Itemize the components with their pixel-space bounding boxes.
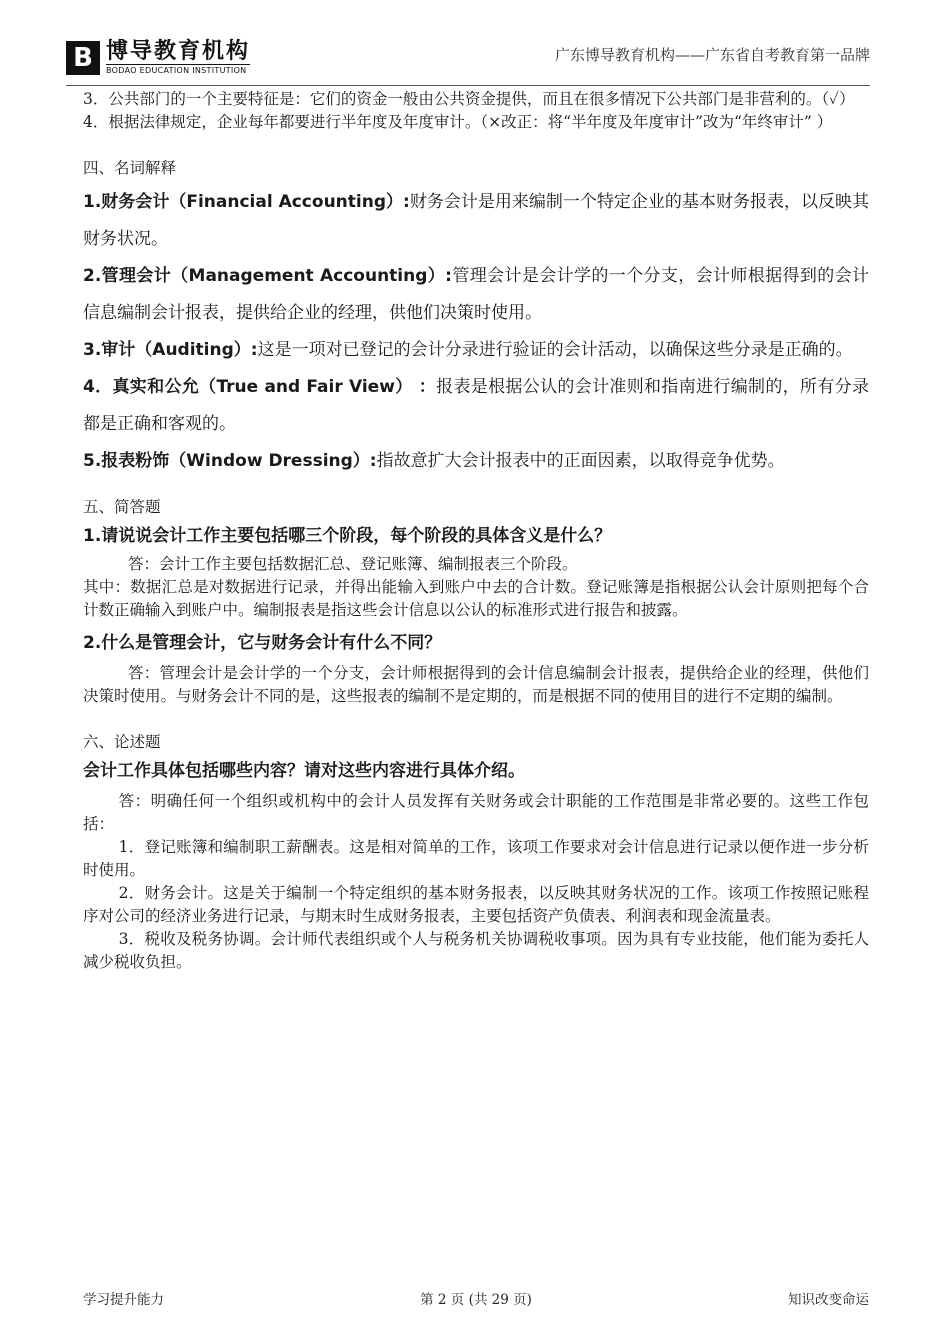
term-text: 报表是根据公认的会计准则和指南进行编制的，所有分录都是正确和客观的。 <box>83 377 869 434</box>
page-content <box>83 88 869 974</box>
term-label: 3.审计（Auditing）: <box>83 340 258 360</box>
essay-intro: 答：明确任何一个组织或机构中的会计人员发挥有关财务或会计职能的工作范围是非常必要的。这些工作包括： <box>83 792 869 833</box>
term-label: 2.管理会计（Management Accounting）: <box>83 266 452 286</box>
section-heading-essay: 六、论述题 <box>83 733 161 751</box>
term-label: 1.财务会计（Financial Accounting）: <box>83 192 410 212</box>
term-text: 财务会计是用来编制一个特定企业的基本财务报表，以反映其财务状况。 <box>83 192 869 249</box>
footer-right: 知识改变命运 <box>788 1292 869 1308</box>
essay-point-1: 1．登记账簿和编制职工薪酬表。这是相对简单的工作，该项工作要求对会计信息进行记录以便作进一步分析时使用。 <box>83 838 869 879</box>
footer-left: 学习提升能力 <box>83 1292 164 1308</box>
essay-point-2: 2．财务会计。这是关于编制一个特定组织的基本财务报表，以反映其财务状况的工作。该项工作按照记账程序对公司的经济业务进行记录，与期末时生成财务报表，主要包括资产负债表、利润表和现金流量表。 <box>83 884 869 925</box>
term-item <box>83 258 869 332</box>
term-text: 管理会计是会计学的一个分支，会计师根据得到的会计信息编制会计报表，提供给企业的经理，供他们决策时使用。 <box>83 266 869 323</box>
header-divider <box>66 85 870 86</box>
logo-name-cn: 博导教育机构 <box>106 39 251 64</box>
term-label: 5.报表粉饰（Window Dressing）: <box>83 451 377 471</box>
term-text: 这是一项对已登记的会计分录进行验证的会计活动，以确保这些分录是正确的。 <box>257 340 853 360</box>
section-heading-short: 五、简答题 <box>83 498 161 516</box>
essay-point-3: 3．税收及税务协调。会计师代表组织或个人与税务机关协调税收事项。因为具有专业技能，他们能为委托人减少税收负担。 <box>83 930 869 971</box>
term-item <box>83 332 869 369</box>
answer-1-line1: 答：会计工作主要包括数据汇总、登记账簿、编制报表三个阶段。 <box>127 555 578 573</box>
question-1: 1.请说说会计工作主要包括哪三个阶段，每个阶段的具体含义是什么？ <box>83 526 612 546</box>
logo-name-en: BODAO EDUCATION INSTITUTION <box>106 64 250 76</box>
term-text: 指故意扩大会计报表中的正面因素，以取得竞争优势。 <box>376 451 785 471</box>
term-item <box>83 443 869 480</box>
page-header <box>66 38 870 86</box>
section-heading-terms: 四、名词解释 <box>83 159 177 177</box>
logo <box>66 40 250 76</box>
term-item <box>83 369 869 443</box>
logo-mark: B <box>66 41 100 75</box>
essay-question: 会计工作具体包括哪些内容？请对这些内容进行具体介绍。 <box>83 761 525 781</box>
page-number: 第 2 页 (共 29 页) <box>420 1292 532 1308</box>
tf-item-4: 4．根据法律规定，企业每年都要进行半年度及年度审计。（×改正：将“半年度及年度审计”改为“年终审计” ） <box>83 113 833 131</box>
tf-item-3: 3．公共部门的一个主要特征是：它们的资金一般由公共资金提供，而且在很多情况下公共部门是非营利的。（✓） <box>83 90 855 108</box>
term-item <box>83 184 869 258</box>
header-slogan: 广东博导教育机构——广东省自考教育第一品牌 <box>554 46 870 64</box>
answer-2: 答：管理会计是会计学的一个分支，会计师根据得到的会计信息编制会计报表，提供给企业的经理，供他们决策时使用。与财务会计不同的是，这些报表的编制不是定期的，而是根据不同的使用目的进行不定期的编制。 <box>83 664 869 705</box>
term-label: 4．真实和公允（True and Fair View） ： <box>83 377 437 397</box>
question-2: 2.什么是管理会计，它与财务会计有什么不同？ <box>83 633 442 653</box>
answer-1-body: 其中：数据汇总是对数据进行记录，并得出能输入到账户中去的合计数。登记账簿是指根据公认会计原则把每个合计数正确输入到账户中。编制报表是指这些会计信息以公认的标准形式进行报告和披露。 <box>83 578 869 619</box>
